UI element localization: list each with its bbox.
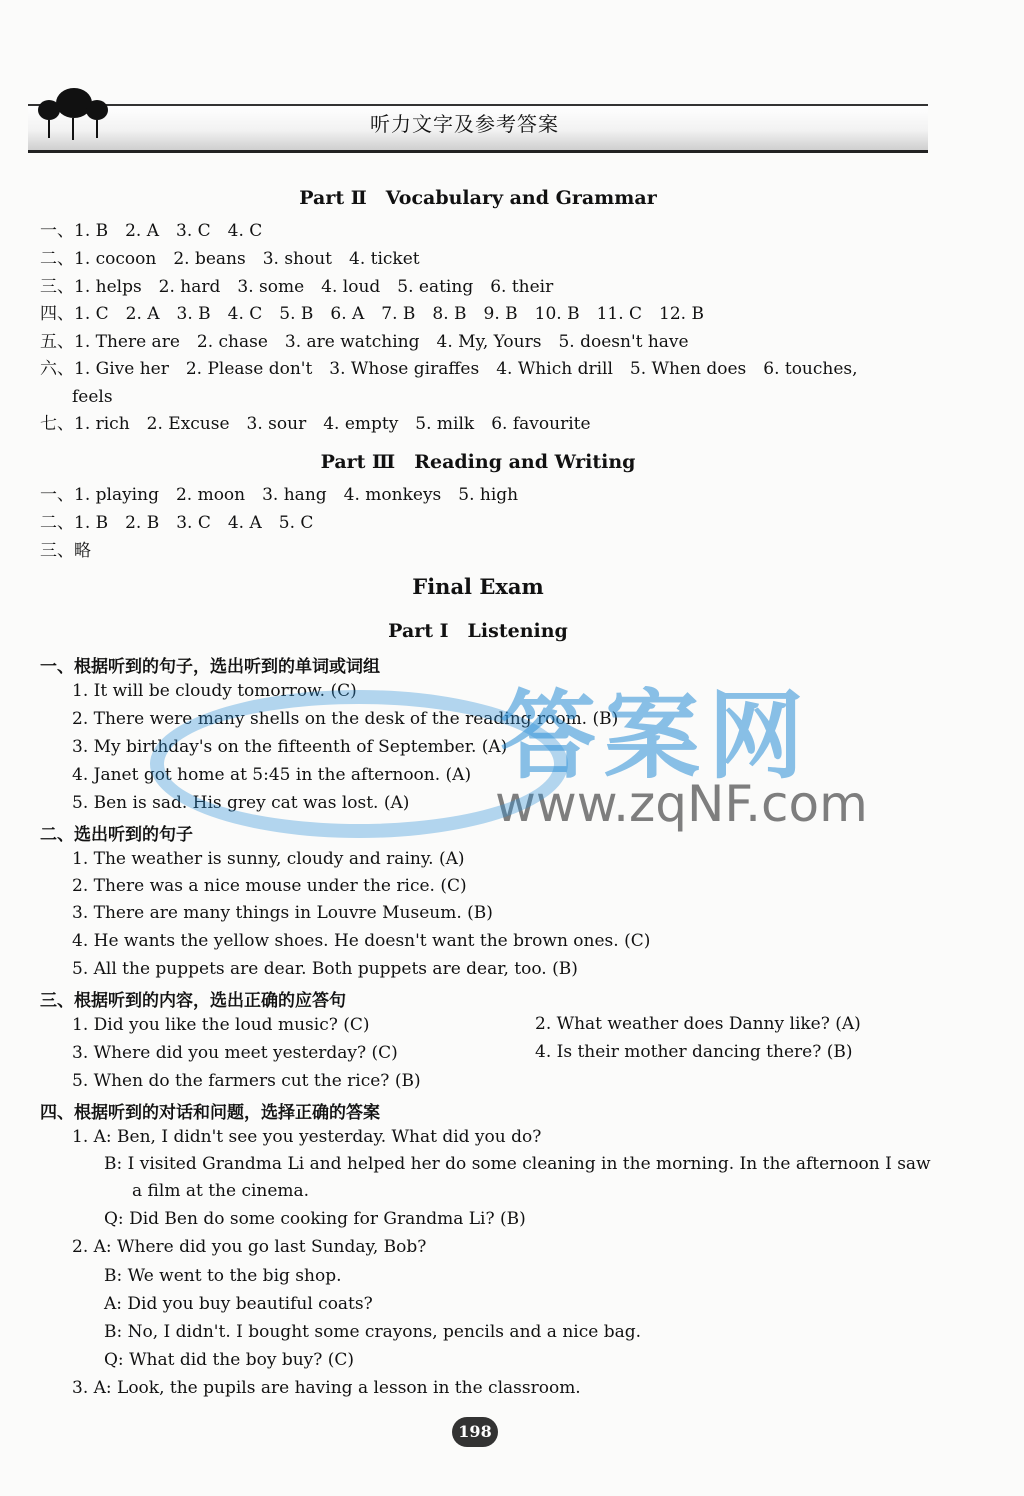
answer-line: 一、1. B 2. A 3. C 4. C — [40, 221, 263, 241]
answer-line: 二、1. B 2. B 3. C 4. A 5. C — [40, 513, 314, 533]
answer-line: feels — [72, 387, 113, 407]
watermark-url: www.zqNF.com — [495, 775, 868, 833]
part3-heading: Part Ⅲ Reading and Writing — [320, 451, 636, 473]
stem-decoration — [48, 120, 50, 138]
dialogue-line: A: Did you buy beautiful coats? — [104, 1294, 373, 1314]
answer-line: 四、1. C 2. A 3. B 4. C 5. B 6. A 7. B 8. B 9. B 10. B 11. C 12. B — [40, 304, 704, 324]
dialogue-line: B: No, I didn't. I bought some crayons, pencils and a nice bag. — [104, 1322, 642, 1342]
answer-item: 5. Ben is sad. His grey cat was lost. (A) — [72, 793, 410, 813]
answer-line: 二、1. cocoon 2. beans 3. shout 4. ticket — [40, 249, 420, 269]
answer-item: 5. All the puppets are dear. Both puppets are dear, too. (B) — [72, 959, 578, 979]
final-exam-heading: Final Exam — [412, 574, 544, 599]
answer-item: 1. It will be cloudy tomorrow. (C) — [72, 681, 357, 701]
part2-heading: Part Ⅱ Vocabulary and Grammar — [299, 187, 657, 209]
part1-heading: Part Ⅰ Listening — [388, 620, 568, 642]
dialogue-line: 2. A: Where did you go last Sunday, Bob? — [72, 1237, 427, 1257]
dialogue-line: Q: What did the boy buy? (C) — [104, 1350, 355, 1370]
balloon-decoration-icon — [38, 100, 60, 120]
answer-line: 三、1. helps 2. hard 3. some 4. loud 5. eating 6. their — [40, 277, 554, 297]
answer-item: 3. Where did you meet yesterday? (C) — [72, 1043, 398, 1063]
stem-decoration — [96, 120, 98, 138]
header-title: 听力文字及参考答案 — [370, 112, 559, 136]
answer-line: 六、1. Give her 2. Please don't 3. Whose giraffes 4. Which drill 5. When does 6. touches, — [40, 359, 858, 379]
section-title: 二、选出听到的句子 — [40, 825, 193, 845]
dialogue-line: Q: Did Ben do some cooking for Grandma Li? (B) — [104, 1209, 526, 1229]
answer-line: 七、1. rich 2. Excuse 3. sour 4. empty 5. milk 6. favourite — [40, 414, 591, 434]
answer-item: 4. He wants the yellow shoes. He doesn't want the brown ones. (C) — [72, 931, 651, 951]
page-number: 198 — [452, 1417, 498, 1447]
stem-decoration — [72, 118, 74, 140]
section-title: 三、根据听到的内容，选出正确的应答句 — [40, 991, 346, 1011]
dialogue-line: 3. A: Look, the pupils are having a lesson in the classroom. — [72, 1378, 581, 1398]
answer-item: 4. Janet got home at 5:45 in the afternoon. (A) — [72, 765, 472, 785]
answer-item: 1. Did you like the loud music? (C) — [72, 1015, 370, 1035]
answer-item: 2. There were many shells on the desk of the reading room. (B) — [72, 709, 619, 729]
answer-line: 五、1. There are 2. chase 3. are watching 4. My, Yours 5. doesn't have — [40, 332, 689, 352]
dialogue-line: B: We went to the big shop. — [104, 1266, 342, 1286]
answer-item: 1. The weather is sunny, cloudy and rainy. (A) — [72, 849, 465, 869]
answer-item: 2. There was a nice mouse under the rice. (C) — [72, 876, 467, 896]
section-title: 四、根据听到的对话和问题，选择正确的答案 — [40, 1103, 380, 1123]
dialogue-line: a film at the cinema. — [132, 1181, 310, 1201]
answer-item: 2. What weather does Danny like? (A) — [535, 1014, 861, 1034]
answer-line: 三、略 — [40, 541, 91, 561]
answer-item: 3. My birthday's on the fifteenth of September. (A) — [72, 737, 508, 757]
answer-item: 3. There are many things in Louvre Museum. (B) — [72, 903, 493, 923]
balloon-decoration-icon — [86, 100, 108, 120]
answer-item: 5. When do the farmers cut the rice? (B) — [72, 1071, 421, 1091]
watermark-chinese: 答案网 — [500, 680, 812, 792]
answer-line: 一、1. playing 2. moon 3. hang 4. monkeys 5. high — [40, 485, 519, 505]
answer-item: 4. Is their mother dancing there? (B) — [535, 1042, 853, 1062]
section-title: 一、根据听到的句子，选出听到的单词或词组 — [40, 657, 380, 677]
dialogue-line: 1. A: Ben, I didn't see you yesterday. What did you do? — [72, 1127, 542, 1147]
dialogue-line: B: I visited Grandma Li and helped her do some cleaning in the morning. In the afternoon I saw — [104, 1154, 931, 1174]
